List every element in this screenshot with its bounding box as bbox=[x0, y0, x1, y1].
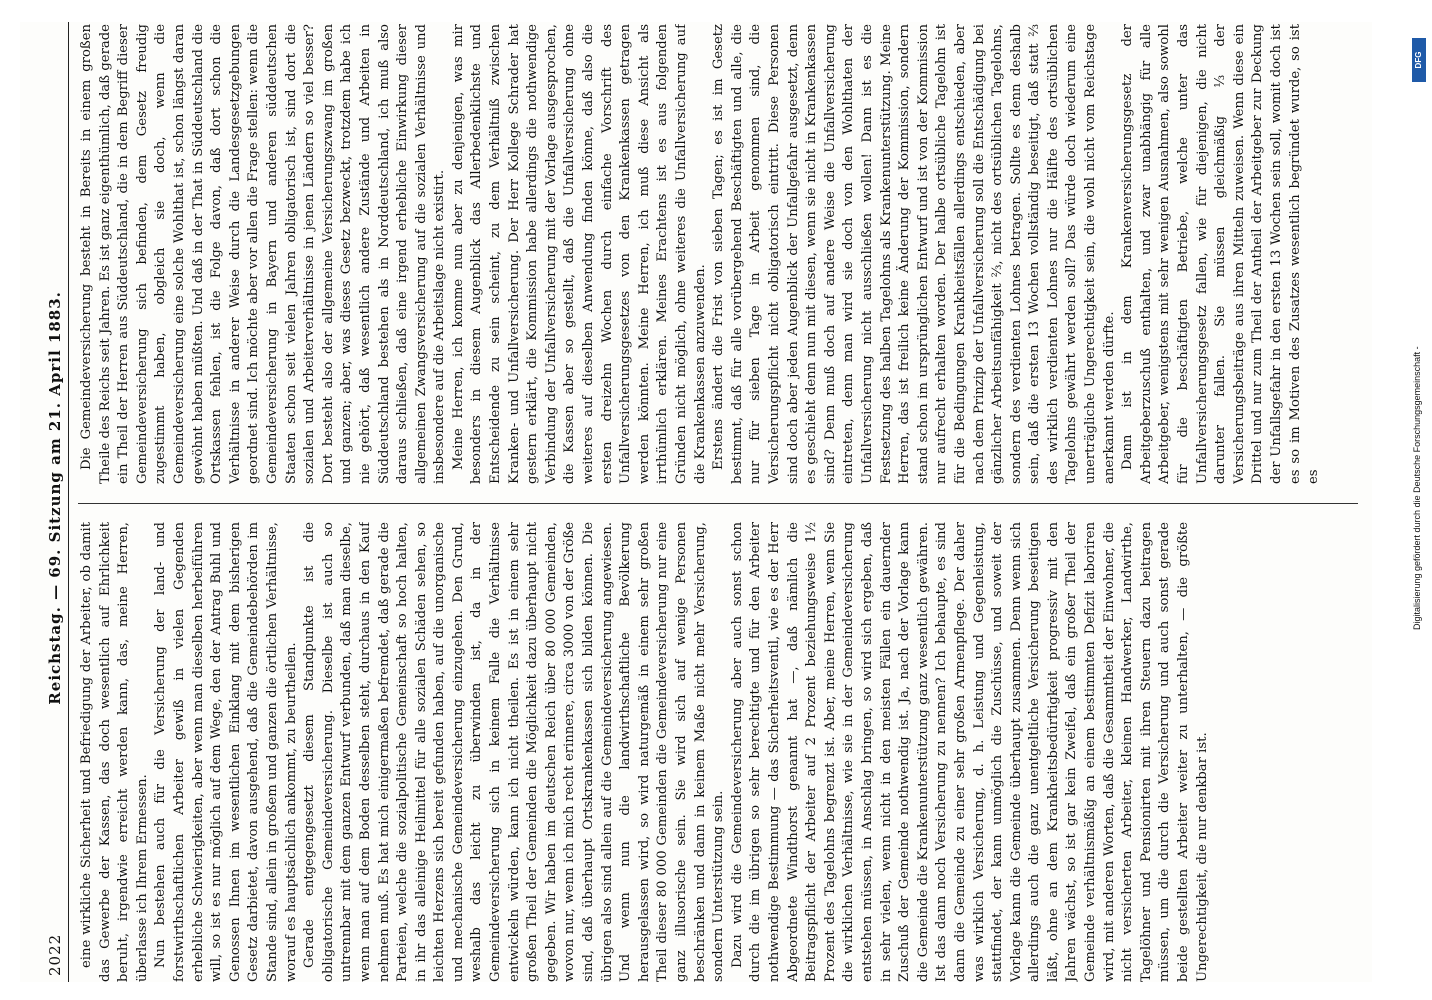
paragraph: Erstens ändert die Frist von sieben Tagen; es ist im Gesetz bestimmt, daß für alle vorübergehend Beschäftigten und alle, die nur für sieben Tage in Arbeit genommen sind, die Versicherungspflicht nicht obligatorisch eintritt. Diese Personen sind doch aber jeden Augenblick der Unfallgefahr ausgesetzt, denn es geschieht denn nun mit diesen, wenn sie nicht in Krankenkassen sind? Denn muß doch auf andere Weise die Unfallversicherung eintreten, denn man wird sie doch von den Wohlthaten der Unfallversicherung nicht ausschließen wollen! Dann ist es die Festsetzung des halben Tagelohns als Krankenunterstützung. Meine Herren, das ist freilich keine Änderung der Kommission, sondern stand schon im ursprünglichen Entwurf und ist von der Kommission nur aufrecht erhalten worden. Der halbe ortsübliche Tagelohn ist für die Bedingungen Krankheitsfällen allerdings entschieden, aber nach dem Prinzip der Unfallversicherung soll die Entschädigung bei gänzlicher Arbeitsunfähigkeit ⅔, nicht des ortsüblichen Tagelohns, sondern des verdienten Lohnes betragen. Sollte es denn deshalb sein, daß die ersten 13 Wochen vollständig beseitigt, daß statt ⅔ des wirklich verdienten Lohnes nur die Hälfte des ortsüblichen Tagelohns gewährt werden soll? Das würde doch wiederum eine unerträgliche Ungerechtigkeit sein, die wohl nicht vom Reichstage anerkannt werden dürfte. bbox=[711, 24, 1117, 484]
scanned-page bbox=[20, 22, 1372, 982]
page-header bbox=[20, 22, 64, 982]
digitization-sidebar bbox=[1410, 30, 1426, 630]
paragraph: Gerade entgegengesetzt diesem Standpunkte ist die obligatorische Gemeindeversicherung. Dieselbe ist auch so untrennbar mit dem ganzen Entwurf verbunden, daß man dieselbe, wenn man auf dem Boden desselben steht, durchaus in den Kauf nehmen muß. Es hat mich einigermaßen befremdet, daß gerade die Parteien, welche die sozialpolitische Gemeinschaft so hoch halten, in ihr das alleinige Heilmittel für alle sozialen Schäden sehen, so leichten Herzens sich bereit gefunden haben, auf die unorganische und mechanische Gemeindeversicherung einzugehen. Den Grund, weshalb das leicht zu überwinden ist, da in der Gemeindeversicherung sich in keinem Falle die Verhältnisse entwickeln würden, kann ich nicht theilen. Es ist in einem sehr großen Theil der Gemeinden die Möglichkeit dazu überhaupt nicht gegeben. Wir haben im deutschen Reich über 80 000 Gemeinden, wovon nur, wenn ich mich recht erinnere, circa 3000 von der Größe sind, daß überhaupt Ortskrankenkassen sich bilden können. Die übrigen also sind allein auf die Gemeindeversicherung angewiesen. Und wenn nun die landwirthschaftliche Bevölkerung herausgelassen wird, so wird naturgemäß in einem sehr großen Theil dieser 80 000 Gemeinden die Gemeindeversicherung nur eine ganz illusorische sein. Sie wird sich auf wenige Personen beschränken und dann in keinem Maße nicht mehr Versicherung, sondern Unterstützung sein. bbox=[302, 522, 727, 982]
paragraph: Meine Herren, ich komme nun aber zu denjenigen, was mir besonders in diesem Augenblick das Allerbedenklichste und Entscheidende zu sein scheint, zu dem Verhältniß zwischen Kranken- und Unfallversicherung. Der Herr Kollege Schrader hat gestern erklärt, die Kommission habe allerdings die nothwendige Verbindung der Unfallversicherung mit der Vorlage ausgesprochen, die Kassen aber so gestellt, daß die Unfallversicherung ohne weiteres auf dieselben Anwendung finden könne, daß also die ersten dreizehn Wochen durch einfache Vorschrift des Unfallversicherungsgesetzes von den Krankenkassen getragen werden könnten. Meine Herren, ich muß diese Ansicht als irrthümlich erklären. Meines Erachtens ist es aus folgenden Gründen nicht möglich, ohne weiteres die Unfallversicherung auf die Krankenkassen anzuwenden. bbox=[450, 24, 708, 484]
paragraph: Dann ist in dem Krankenversicherungsgesetz der Arbeitgeberzuschuß enthalten, und zwar unabhängig für alle Arbeitgeber, wenigstens mit sehr wenigen Ausnahmen, also sowohl für die beschäftigten Betriebe, welche unter das Unfallversicherungsgesetz fallen, wie für diejenigen, die nicht darunter fallen. Sie müssen gleichmäßig ⅓ der Versicherungsbeiträge aus ihren Mitteln zuweisen. Wenn diese ein Drittel und nur zum Theil der Antheil der Arbeitgeber zur Deckung der Unfallsgefahr in den ersten 13 Wochen sein soll, womit doch ist es so im Motiven des Zusatzes wesentlich begründet wurde, so ist es bbox=[1120, 24, 1322, 484]
paragraph: eine wirkliche Sicherheit und Befriedigung der Arbeiter, ob damit das Gewerbe der Kassen, das doch wesentlich auf Ehrlichkeit beruht, irgendwie erreicht werden kann, das, meine Herren, überlasse ich Ihrem Ermessen. bbox=[79, 522, 150, 982]
digitization-note bbox=[1410, 90, 1426, 630]
paragraph: Nun bestehen auch für die Versicherung der land- und forstwirthschaftlichen Arbeiter gewiß in vielen Gegenden erhebliche Schwierigkeiten, aber wenn man dieselben herbeiführen will, so ist es nur möglich auf dem Wege, den der Antrag Buhl und Genossen Ihnen im wesentlichen Einklang mit dem bisherigen Gesetz darbietet, davon ausgehend, daß die Gemeindebehörden im Stande sind, allein in großem und ganzen die örtlichen Verhältnisse, worauf es hauptsächlich ankommt, zu beurtheilen. bbox=[153, 522, 299, 982]
right-column bbox=[78, 24, 1358, 484]
paragraph: Dazu wird die Gemeindeversicherung aber auch sonst schon durch die im übrigen so sehr berechtigte und für den Arbeiter nothwendige Bestimmung — das Sicherheitsventil, wie es der Herr Abgeordnete Windthorst genannt hat —, daß nämlich die Beitragspflicht der Arbeiter auf 2 Prozent beziehungsweise 1½ Prozent des Tagelohns begrenzt ist. Aber, meine Herren, wenn Sie die wirklichen Verhältnisse, wie sie in der Gemeindeversicherung entstehen müssen, in Anschlag bringen, so wird sich ergeben, daß in sehr vielen, wenn nicht in den meisten Fällen ein dauernder Zuschuß der Gemeinde nothwendig ist. Ja, nach der Vorlage kann die Gemeinde die Krankenunterstützung ganz wesentlich gewähren. Ist das dann noch Versicherung zu nennen? Ich behaupte, es sind dann die Gemeinde zu einer sehr großen Armenpflege. Der daher was wirklich Versicherung, d. h. Leistung und Gegenleistung, stattfindet, der kann unmöglich die Zuschüsse, und soweit der Vorlage kann die Gemeinde überhaupt zusammen. Denn wenn sich allerdings auch die ganz unentgeltliche Versicherung beseitigen läßt, ohne an dem Krankheitsbedürftigkeit progressiv mit den Jahren wächst, so ist gar kein Zweifel, daß ein großer Theil der Gemeinde verhältnismäßig an einem bestimmten Defizit laboriren wird, mit anderen Worten, daß die Gesammtheit der Einwohner, die nicht versicherten Arbeiter, kleinen Handwerker, Landwirthe, Tagelöhner und Pensionirten mit ihren Steuern dazu beitragen müssen, um die durch die Versicherung und auch sonst gerade beide gestellten Arbeiter weiter zu unterhalten, — die größte Ungerechtigkeit, die nur denkbar ist. bbox=[729, 522, 1210, 982]
dfg-logo-text: DFG bbox=[1414, 51, 1423, 69]
dfg-logo bbox=[1412, 38, 1426, 82]
paragraph: Die Gemeindeversicherung besteht in Bereits in einem großen Theile des Reichs seit Jahren. Es ist ganz eigenthümlich, daß gerade ein Theil der Herren aus Süddeutschland, die in dem Begriff dieser Gemeindeversicherung sich befinden, dem Gesetz freudig zugestimmt haben, obgleich sie doch, wenn die Gemeindeversicherung eine solche Wohlthat ist, schon längst daran gewöhnt haben müßten. Und daß in der That in Süddeutschland die Ortskassen fehlen, ist die Folge davon, daß dort schon die Verhältnisse in anderer Weise durch die Landesgesetzgebungen geordnet sind. Ich möchte aber vor allen die Frage stellen: wenn die Gemeindeversicherung in Bayern und anderen süddeutschen Staaten schon seit vielen Jahren obligatorisch ist, sind dort die sozialen und Arbeiterverhältnisse in jenen Ländern so viel besser? Dort besteht also der allgemeine Versicherungszwang im großen und ganzen; aber, was dieses Gesetz bezweckt, trotzdem habe ich nie gehört, daß wesentlich andere Zustände und Arbeiten in Süddeutschland bestehen als in Norddeutschland, ich muß also daraus schließen, daß eine irgend erhebliche Einwirkung dieser allgemeinen Zwangsversicherung auf die sozialen Verhältnisse und insbesondere auf die Arbeitslage nicht existirt. bbox=[79, 24, 448, 484]
rotated-page-content bbox=[20, 22, 1372, 982]
left-column bbox=[78, 522, 1358, 982]
digitization-note-text: Digitalisierung gefördert durch die Deutsche Forschungsgemeinschaft - bbox=[1412, 346, 1422, 630]
header-rule bbox=[68, 22, 69, 982]
column-divider bbox=[78, 503, 1358, 504]
page-title: Reichstag. — 69. Sitzung am 21. April 1883. bbox=[46, 291, 64, 705]
page-number: 2022 bbox=[46, 933, 64, 976]
